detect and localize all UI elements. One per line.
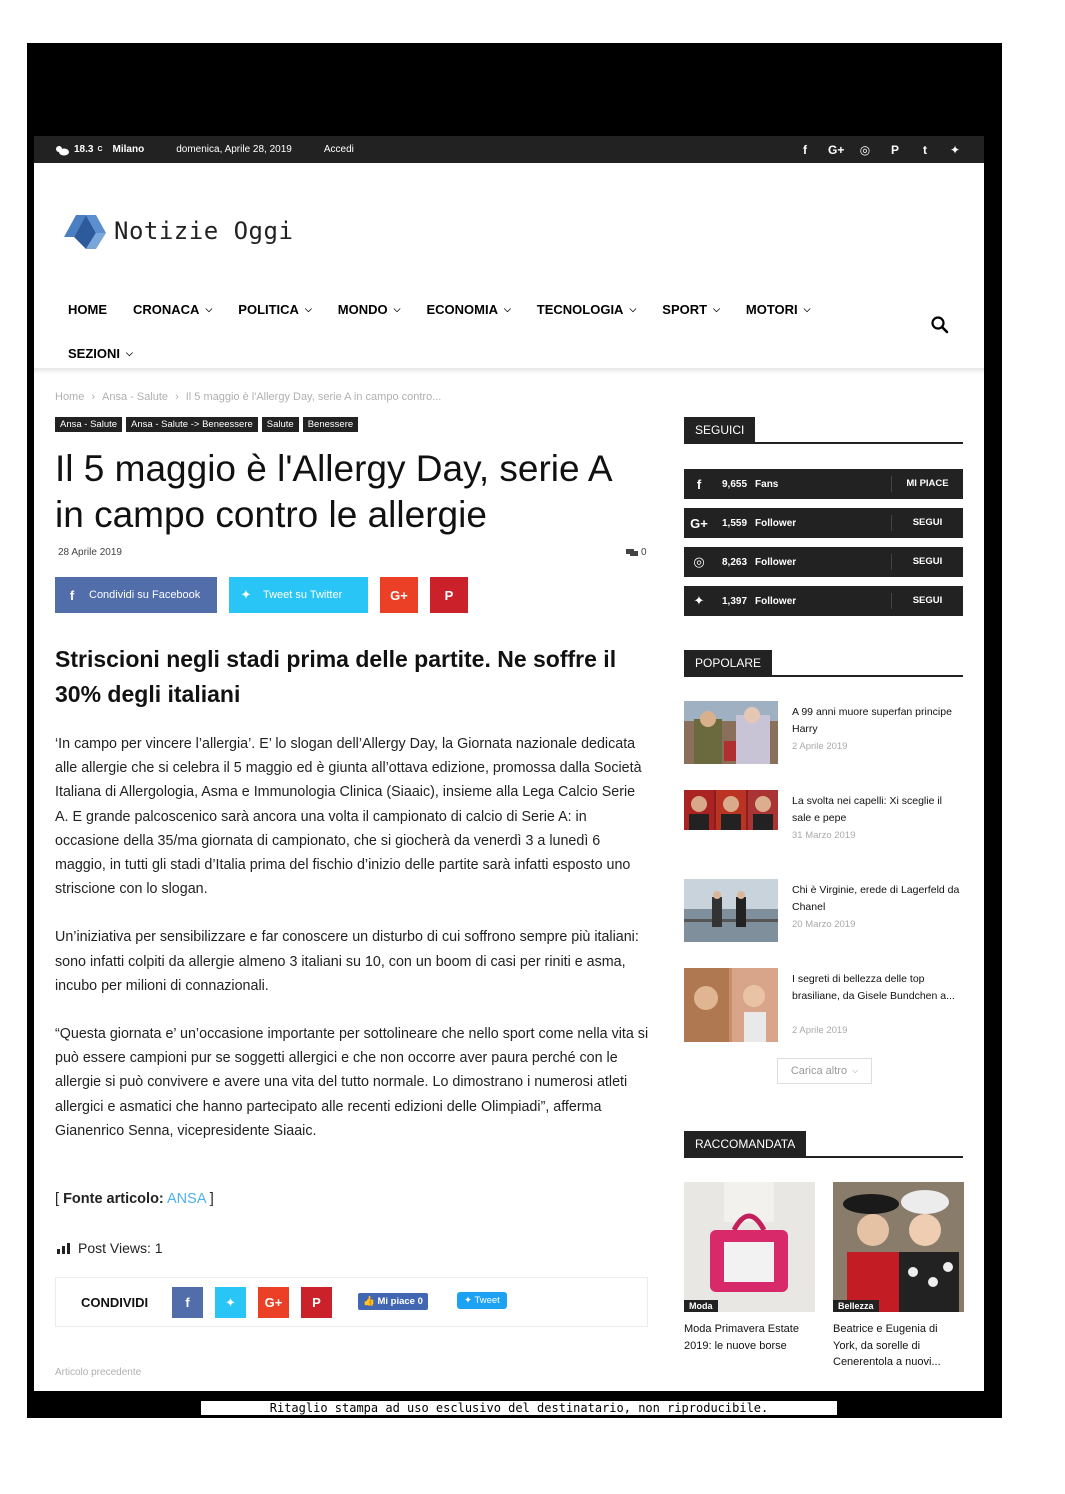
follow-count: 1,559 bbox=[722, 517, 748, 529]
popular-item[interactable] bbox=[684, 968, 963, 1038]
share-twitter-button[interactable] bbox=[215, 1287, 246, 1318]
popular-title: POPOLARE bbox=[684, 650, 772, 677]
source-label: Fonte articolo: bbox=[63, 1191, 164, 1207]
popular-thumbnail[interactable] bbox=[684, 879, 778, 942]
google-plus-icon: G+ bbox=[264, 1295, 283, 1310]
like-label: Mi piace 0 bbox=[377, 1296, 423, 1307]
follow-title: SEGUICI bbox=[684, 417, 755, 444]
recommended-tag[interactable]: Bellezza bbox=[833, 1300, 879, 1312]
source-bracket: ] bbox=[209, 1191, 214, 1207]
category-tag[interactable]: Salute bbox=[262, 417, 299, 432]
recommended-item[interactable] bbox=[684, 1182, 815, 1354]
instagram-icon[interactable]: ◎ bbox=[859, 142, 871, 157]
chevron-down-icon: ⌵ bbox=[393, 303, 401, 314]
follow-unit: Follower bbox=[755, 517, 797, 529]
follow-count: 1,397 bbox=[722, 595, 748, 607]
follow-twitter[interactable] bbox=[684, 586, 963, 616]
nav-item-motori[interactable] bbox=[746, 302, 811, 317]
weather-widget bbox=[54, 144, 144, 156]
chevron-down-icon: ⌵ bbox=[304, 303, 312, 314]
share-pinterest-button[interactable] bbox=[430, 577, 468, 613]
follow-action[interactable]: SEGUI bbox=[891, 515, 963, 531]
breadcrumb-current: Il 5 maggio è l'Allergy Day, serie A in campo contro... bbox=[185, 391, 442, 403]
load-more-button[interactable] bbox=[777, 1058, 872, 1084]
previous-article-link[interactable]: Articolo precedente bbox=[55, 1367, 142, 1378]
article-photo bbox=[833, 1182, 964, 1312]
popular-item[interactable] bbox=[684, 879, 963, 949]
popular-thumbnail[interactable] bbox=[684, 968, 778, 1042]
tweet-label: Tweet bbox=[474, 1295, 500, 1306]
header-divider bbox=[34, 368, 984, 374]
google-plus-icon: G+ bbox=[390, 587, 408, 603]
category-tag[interactable]: Benessere bbox=[303, 417, 358, 432]
category-tag[interactable]: Ansa - Salute -> Beneessere bbox=[126, 417, 258, 432]
source-bracket: [ bbox=[55, 1191, 60, 1207]
twitter-icon: ✦ bbox=[464, 1295, 475, 1306]
nav-label: MONDO bbox=[337, 301, 388, 317]
article-paragraph: Un’iniziativa per sensibilizzare e far conoscere un disturbo di cui soffrono sempre più italiani: sono infatti colpiti da allergie almeno 3 italiani su 10, con un boom di casi per riniti e asma, incubo per milioni di connazionali. bbox=[55, 929, 639, 994]
nav-item-cronaca[interactable] bbox=[133, 302, 212, 317]
thumbs-up-icon: 👍 bbox=[363, 1296, 378, 1307]
recommended-thumbnail[interactable] bbox=[684, 1182, 815, 1312]
comment-icon bbox=[626, 548, 638, 557]
search-icon[interactable] bbox=[930, 315, 950, 335]
breadcrumb-category[interactable]: Ansa - Salute bbox=[102, 391, 169, 403]
breadcrumb-separator: › bbox=[175, 391, 179, 403]
share-label: CONDIVIDI bbox=[81, 1295, 149, 1310]
share-pinterest-button[interactable] bbox=[301, 1287, 332, 1318]
share-twitter-label: Tweet su Twitter bbox=[263, 589, 343, 601]
nav-label: SEZIONI bbox=[68, 345, 121, 361]
follow-instagram[interactable] bbox=[684, 547, 963, 577]
nav-item-mondo[interactable] bbox=[338, 302, 401, 317]
post-views bbox=[57, 1240, 163, 1256]
logo-text: Notizie Oggi bbox=[114, 217, 294, 245]
comment-count-value: 0 bbox=[641, 547, 647, 558]
share-google-plus-button[interactable] bbox=[380, 577, 418, 613]
login-link[interactable]: Accedi bbox=[323, 144, 354, 155]
category-tags bbox=[55, 417, 358, 432]
nav-label: CRONACA bbox=[133, 301, 200, 317]
nav-label: TECNOLOGIA bbox=[536, 301, 624, 317]
press-clipping-notice: Ritaglio stampa ad uso esclusivo del destinatario, non riproducibile. bbox=[200, 1400, 838, 1416]
popular-thumbnail[interactable] bbox=[684, 790, 778, 830]
share-facebook-button[interactable] bbox=[55, 577, 217, 613]
recommended-tag[interactable]: Moda bbox=[684, 1300, 718, 1312]
popular-date: 2 Aprile 2019 bbox=[792, 741, 848, 752]
load-more-label: Carica altro bbox=[790, 1065, 848, 1077]
article-paragraph: “Questa giornata e’ un’occasione importante per sottolineare che nello sport come nella vita si può essere campioni pur se soggetti allergici e che non occorre aver paura perché con le allergie si può convivere e avere una vita del tutto normale. Lo dimostrano i numerosi atleti allergici e asmatici che hanno partecipato alle recenti edizioni delle Olimpiadi”, afferma Gianenrico Senna, vicepresidente Siaaic. bbox=[55, 1026, 649, 1139]
pinterest-icon: P bbox=[312, 1295, 321, 1310]
current-date: domenica, Aprile 28, 2019 bbox=[176, 144, 292, 155]
source-link[interactable]: ANSA bbox=[167, 1191, 206, 1207]
instagram-icon: ◎ bbox=[693, 554, 705, 569]
nav-label: HOME bbox=[68, 301, 107, 317]
chevron-down-icon: ⌵ bbox=[713, 303, 720, 314]
main-nav bbox=[68, 295, 948, 361]
popular-section-header bbox=[684, 650, 963, 677]
chevron-down-icon: ⌵ bbox=[803, 303, 811, 314]
logo-icon bbox=[62, 211, 108, 251]
temperature-unit: C bbox=[97, 146, 103, 153]
bar-chart-icon bbox=[57, 1242, 71, 1254]
nav-item-politica[interactable] bbox=[238, 302, 312, 317]
follow-count: 9,655 bbox=[722, 478, 748, 490]
nav-label: ECONOMIA bbox=[426, 301, 498, 317]
facebook-like-button[interactable] bbox=[358, 1293, 428, 1310]
pinterest-icon[interactable]: P bbox=[890, 142, 899, 157]
comment-count[interactable] bbox=[626, 547, 647, 558]
follow-facebook[interactable] bbox=[684, 469, 963, 499]
share-facebook-label: Condividi su Facebook bbox=[89, 589, 201, 601]
popular-item[interactable] bbox=[684, 790, 963, 860]
recommended-item[interactable] bbox=[833, 1182, 964, 1371]
popular-title-text[interactable]: I segreti di bellezza delle top brasiliane, da Gisele Bundchen a... bbox=[792, 973, 955, 1002]
twitter-icon: ✦ bbox=[225, 1294, 236, 1310]
article-subtitle: Striscioni negli stadi prima delle partite. Ne soffre il 30% degli italiani bbox=[55, 646, 617, 707]
article-source bbox=[55, 1191, 214, 1207]
share-google-plus-button[interactable] bbox=[258, 1287, 289, 1318]
article-photo bbox=[684, 1182, 815, 1312]
nav-item-sport[interactable] bbox=[662, 302, 720, 317]
follow-unit: Follower bbox=[755, 556, 797, 568]
site-logo[interactable] bbox=[62, 211, 293, 251]
breadcrumb bbox=[55, 391, 441, 403]
twitter-icon: ✦ bbox=[693, 593, 705, 608]
popular-title-text[interactable]: Chi è Virginie, erede di Lagerfeld da Chanel bbox=[792, 884, 960, 913]
nav-label: SPORT bbox=[662, 301, 708, 317]
popular-item[interactable] bbox=[684, 701, 963, 771]
article-photo bbox=[684, 701, 778, 764]
follow-action[interactable]: MI PIACE bbox=[891, 476, 963, 492]
article-photo bbox=[684, 790, 778, 830]
chevron-down-icon: ⌵ bbox=[205, 303, 213, 314]
facebook-icon[interactable]: f bbox=[803, 142, 807, 157]
share-buttons-top bbox=[55, 577, 468, 613]
article-title: Il 5 maggio è l'Allergy Day, serie A in campo contro le allergie bbox=[55, 448, 611, 535]
nav-item-sezioni[interactable] bbox=[68, 346, 133, 361]
weather-city: Milano bbox=[112, 144, 145, 155]
facebook-icon: f bbox=[696, 476, 702, 492]
popular-title-text[interactable]: A 99 anni muore superfan principe Harry bbox=[792, 706, 952, 735]
web-page bbox=[34, 136, 984, 1391]
top-bar bbox=[34, 136, 984, 163]
breadcrumb-home[interactable]: Home bbox=[55, 391, 85, 403]
nav-label: MOTORI bbox=[745, 301, 798, 317]
tumblr-icon[interactable]: t bbox=[923, 142, 927, 157]
article-photo bbox=[684, 968, 778, 1042]
breadcrumb-separator: › bbox=[91, 391, 96, 403]
popular-thumbnail[interactable] bbox=[684, 701, 778, 764]
popular-date: 31 Marzo 2019 bbox=[792, 830, 856, 841]
article-date: 28 Aprile 2019 bbox=[58, 547, 122, 558]
chevron-down-icon: ⌵ bbox=[629, 303, 637, 314]
chevron-down-icon: ⌵ bbox=[852, 1066, 859, 1075]
share-twitter-button[interactable] bbox=[229, 577, 368, 613]
social-links bbox=[798, 136, 962, 163]
recommended-title-text[interactable]: Moda Primavera Estate 2019: le nuove borse bbox=[684, 1323, 799, 1352]
google-plus-icon[interactable]: G+ bbox=[828, 142, 845, 157]
recommended-section-header bbox=[684, 1131, 963, 1158]
nav-item-home[interactable] bbox=[68, 302, 107, 317]
follow-unit: Follower bbox=[755, 595, 797, 607]
follow-action[interactable]: SEGUI bbox=[891, 593, 963, 609]
tweet-button[interactable] bbox=[457, 1292, 507, 1309]
popular-title-text[interactable]: La svolta nei capelli: Xi sceglie il sale e pepe bbox=[792, 795, 942, 824]
follow-action[interactable]: SEGUI bbox=[891, 554, 963, 570]
temperature: 18.3 bbox=[74, 144, 94, 155]
pinterest-icon: P bbox=[444, 587, 454, 603]
weather-icon bbox=[54, 144, 70, 156]
post-views-text: Post Views: 1 bbox=[78, 1240, 163, 1256]
popular-date: 20 Marzo 2019 bbox=[792, 919, 856, 930]
twitter-icon: ✦ bbox=[240, 587, 252, 602]
share-facebook-button[interactable] bbox=[172, 1287, 203, 1318]
category-tag[interactable]: Ansa - Salute bbox=[55, 417, 122, 432]
nav-label: POLITICA bbox=[238, 301, 299, 317]
recommended-title-text[interactable]: Beatrice e Eugenia di York, da sorelle di Cenerentola a nuovi... bbox=[833, 1323, 941, 1368]
follow-section-header bbox=[684, 417, 963, 444]
follow-count: 8,263 bbox=[722, 556, 748, 568]
facebook-icon: f bbox=[69, 587, 75, 603]
follow-unit: Fans bbox=[755, 478, 779, 490]
article-body bbox=[55, 732, 650, 1167]
google-plus-icon: G+ bbox=[690, 515, 708, 531]
facebook-icon: f bbox=[185, 1295, 190, 1310]
nav-item-tecnologia[interactable] bbox=[537, 302, 637, 317]
nav-item-economia[interactable] bbox=[426, 302, 510, 317]
chevron-down-icon: ⌵ bbox=[503, 303, 511, 314]
recommended-thumbnail[interactable] bbox=[833, 1182, 964, 1312]
twitter-icon[interactable]: ✦ bbox=[949, 142, 961, 157]
popular-date: 2 Aprile 2019 bbox=[792, 1025, 848, 1036]
follow-google-plus[interactable] bbox=[684, 508, 963, 538]
recommended-title: RACCOMANDATA bbox=[684, 1131, 806, 1158]
article-photo bbox=[684, 879, 778, 942]
chevron-down-icon: ⌵ bbox=[126, 347, 133, 358]
article-paragraph: ‘In campo per vincere l’allergia’. E’ lo slogan dell’Allergy Day, la Giornata nazionale dedicata alle allergie che si celebra il 5 maggio ed è giunta all’ottava edizione, promossa dalla Società Italiana di Allergologia, Asma e Immunologia Clinica (Siaaic), insieme alla Lega Calcio Serie A. E grande palcoscenico sarà ancora una volta il campionato di calcio di Serie A: in occasione della 35/ma giornata di campionato, che si giocherà da venerdì 3 a lunedì 6 maggio, in tutti gli stadi d’Italia prima del fischio d’inizio delle partite sarà infatti esposto uno striscione con lo slogan. bbox=[55, 736, 642, 898]
share-buttons-bottom bbox=[55, 1277, 648, 1327]
